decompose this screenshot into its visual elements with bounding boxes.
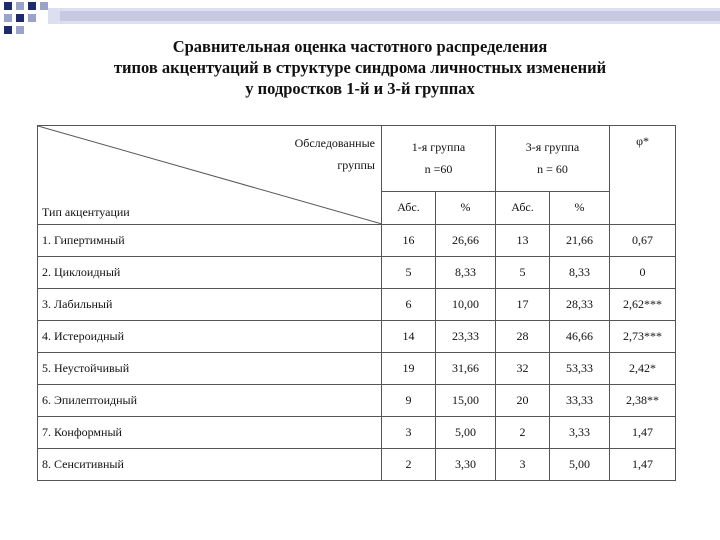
- row-name: 3. Лабильный: [38, 289, 382, 321]
- pct3-value: 3,33: [550, 417, 610, 449]
- table-row: [38, 417, 676, 449]
- decorative-squares: [0, 0, 720, 40]
- comparison-table: [37, 125, 676, 481]
- phi-value: 0: [610, 257, 676, 289]
- type-label: Тип акцентуации: [42, 205, 130, 219]
- pct3-value: 21,66: [550, 225, 610, 257]
- row-name: 7. Конформный: [38, 417, 382, 449]
- phi-value: 1,47: [610, 417, 676, 449]
- pct1-value: 31,66: [436, 353, 496, 385]
- phi-value: 2,42*: [610, 353, 676, 385]
- abs3-header: Абс.: [496, 191, 550, 224]
- row-name: 1. Гипертимный: [38, 225, 382, 257]
- slide-title: [0, 36, 720, 99]
- abs1-value: 19: [382, 353, 436, 385]
- pct1-value: 15,00: [436, 385, 496, 417]
- table-row: [38, 385, 676, 417]
- phi-value: 2,73***: [610, 321, 676, 353]
- title-line-3: у подростков 1-й и 3-й группах: [245, 79, 475, 98]
- row-name: 6. Эпилептоидный: [38, 385, 382, 417]
- abs3-value: 17: [496, 289, 550, 321]
- abs3-value: 28: [496, 321, 550, 353]
- abs3-value: 13: [496, 225, 550, 257]
- abs1-value: 16: [382, 225, 436, 257]
- phi-header: φ*: [610, 126, 676, 225]
- abs3-value: 2: [496, 417, 550, 449]
- abs1-value: 14: [382, 321, 436, 353]
- abs1-value: 9: [382, 385, 436, 417]
- pct1-value: 10,00: [436, 289, 496, 321]
- group1-header: 1-я группа n =60: [382, 126, 496, 192]
- header-diagonal-cell: [38, 126, 382, 225]
- table-row: [38, 289, 676, 321]
- row-name: 4. Истероидный: [38, 321, 382, 353]
- table-row: [38, 353, 676, 385]
- pct3-value: 46,66: [550, 321, 610, 353]
- pct1-header: %: [436, 191, 496, 224]
- pct1-value: 23,33: [436, 321, 496, 353]
- abs1-value: 3: [382, 417, 436, 449]
- phi-value: 2,38**: [610, 385, 676, 417]
- pct1-value: 3,30: [436, 449, 496, 481]
- phi-value: 0,67: [610, 225, 676, 257]
- table-row: [38, 225, 676, 257]
- phi-value: 1,47: [610, 449, 676, 481]
- title-line-1: Сравнительная оценка частотного распределения: [172, 37, 548, 56]
- groups-label: Обследованные группы: [294, 136, 375, 172]
- pct3-header: %: [550, 191, 610, 224]
- table-row: [38, 449, 676, 481]
- pct3-value: 33,33: [550, 385, 610, 417]
- row-name: 5. Неустойчивый: [38, 353, 382, 385]
- row-name: 8. Сенситивный: [38, 449, 382, 481]
- phi-value: 2,62***: [610, 289, 676, 321]
- abs1-value: 2: [382, 449, 436, 481]
- abs3-value: 5: [496, 257, 550, 289]
- group3-header: 3-я группа n = 60: [496, 126, 610, 192]
- abs1-value: 6: [382, 289, 436, 321]
- abs3-value: 32: [496, 353, 550, 385]
- pct3-value: 53,33: [550, 353, 610, 385]
- table-row: [38, 257, 676, 289]
- abs3-value: 20: [496, 385, 550, 417]
- table-row: [38, 321, 676, 353]
- pct1-value: 5,00: [436, 417, 496, 449]
- pct3-value: 5,00: [550, 449, 610, 481]
- pct1-value: 26,66: [436, 225, 496, 257]
- pct1-value: 8,33: [436, 257, 496, 289]
- abs3-value: 3: [496, 449, 550, 481]
- pct3-value: 8,33: [550, 257, 610, 289]
- abs1-value: 5: [382, 257, 436, 289]
- pct3-value: 28,33: [550, 289, 610, 321]
- abs1-header: Абс.: [382, 191, 436, 224]
- title-line-2: типов акцентуаций в структуре синдрома личностных изменений: [113, 58, 607, 77]
- row-name: 2. Циклоидный: [38, 257, 382, 289]
